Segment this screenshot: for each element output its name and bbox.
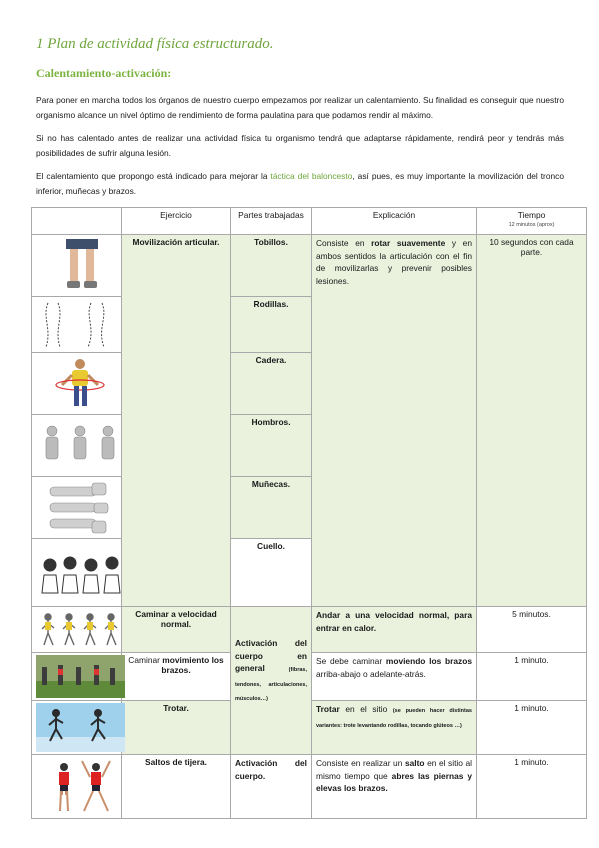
- walking-arms-image: [32, 653, 122, 701]
- trotar-expl-bold: Trotar: [316, 704, 340, 714]
- header-image: [32, 208, 122, 235]
- paragraph-intro: Para poner en marcha todos los órganos de nuestro cuerpo empezamos por realizar un calentamiento. Su finalidad es conseguir que nuestro organismo alcance un nivel óptimo de rendimiento de forma paulatina para que podamos rendir al máximo.: [36, 95, 564, 120]
- proposal-text-end: , así pues, es muy importante la movilización del tronco inferior, muñecas y brazos.: [36, 171, 564, 196]
- movilizacion-expl-end: y en ambos sentidos la articulación con el fin de movilizarlas y prevenir posibles lesiones.: [316, 238, 472, 286]
- parte-cadera: Cadera.: [231, 353, 312, 415]
- parte-cuello: Cuello.: [231, 539, 312, 607]
- table-row: [32, 235, 587, 297]
- proposal-highlight: táctica del baloncesto: [270, 171, 353, 181]
- caminar-brazos-explicacion: [312, 653, 477, 701]
- caminar-brazos-tiempo: 1 minuto.: [477, 653, 587, 701]
- saltos-ejercicio: Saltos de tijera.: [122, 755, 231, 819]
- caminar-explicacion-text: Andar a una velocidad normal, para entrar en calor.: [316, 610, 472, 633]
- caminar-brazos-ejercicio: [122, 653, 231, 701]
- saltos-tiempo: 1 minuto.: [477, 755, 587, 819]
- header-partes: Partes trabajadas: [231, 208, 312, 235]
- neck-illustration: [36, 541, 125, 604]
- saltos-expl-start: Consiste en realizar un: [316, 758, 405, 768]
- ankles-illustration: [36, 237, 125, 294]
- proposal-text-start: El calentamiento que propongo está indicado para mejorar la: [36, 171, 271, 181]
- caminar-ejercicio: Caminar a velocidad normal.: [122, 607, 231, 653]
- saltos-partes: Activación del cuerpo.: [231, 755, 312, 819]
- walking-image: [32, 607, 122, 653]
- saltos-explicacion: [312, 755, 477, 819]
- trotar-expl-mid: en el sitio: [339, 704, 393, 714]
- saltos-expl-bold1: salto: [404, 758, 425, 768]
- paragraph-warning: Si no has calentado antes de realizar una actividad física tu organismo tendrá que adaptarse rápidamente, rendirá peor y tendrás más posibilidades de sufrir alguna lesión.: [36, 133, 564, 158]
- caminar-explicacion: [312, 607, 477, 653]
- jumping-jacks-illustration: [36, 757, 125, 816]
- hips-image: [32, 353, 122, 415]
- caminar-brazos-ej-start: Caminar: [128, 655, 163, 665]
- shoulders-image: [32, 415, 122, 477]
- shoulders-illustration: [36, 417, 125, 474]
- saltos-expl-mid: en el sitio al mismo tiempo que: [316, 758, 472, 781]
- warmup-table: [31, 207, 587, 819]
- hips-illustration: [36, 355, 125, 412]
- paragraph-proposal: [36, 169, 564, 199]
- walking-illustration: [36, 609, 125, 650]
- movilizacion-ejercicio: Movilización articular.: [122, 235, 231, 607]
- knees-illustration: [36, 299, 125, 350]
- activacion-general-small: (fibras, tendones, articulaciones, músculos…): [235, 667, 307, 702]
- table-header-row: [32, 208, 587, 235]
- caminar-brazos-expl-bold: moviendo los brazos: [385, 656, 472, 666]
- header-ejercicio: Ejercicio: [122, 208, 231, 235]
- trotar-explicacion: [312, 701, 477, 755]
- header-explicacion: Explicación: [312, 208, 477, 235]
- trotar-expl-small: (se pueden hacer distintas variantes: trote levantando rodillas, tocando glúteos …): [316, 708, 472, 729]
- parte-munecas: Muñecas.: [231, 477, 312, 539]
- header-tiempo-note: 12 minutos (aprox): [508, 222, 555, 228]
- header-tiempo: [477, 208, 587, 235]
- movilizacion-expl-start: Consiste en: [316, 238, 372, 248]
- jogging-illustration: [36, 703, 125, 752]
- activacion-general-bold: Activación del cuerpo en general: [235, 638, 307, 673]
- neck-image: [32, 539, 122, 607]
- jumping-jacks-image: [32, 755, 122, 819]
- header-tiempo-label: Tiempo: [517, 210, 546, 220]
- trotar-tiempo: 1 minuto.: [477, 701, 587, 755]
- parte-hombros: Hombros.: [231, 415, 312, 477]
- movilizacion-tiempo: 10 segundos con cada parte.: [477, 235, 587, 607]
- movilizacion-explicacion: [312, 235, 477, 607]
- caminar-brazos-ej-bold: movimiento los brazos.: [161, 655, 224, 675]
- trotar-ejercicio: Trotar.: [122, 701, 231, 755]
- knees-image: [32, 297, 122, 353]
- ankles-image: [32, 235, 122, 297]
- wrists-illustration: [36, 479, 125, 536]
- parte-rodillas: Rodillas.: [231, 297, 312, 353]
- table-row: [32, 607, 587, 653]
- activacion-general-partes: [231, 607, 312, 755]
- parte-tobillos: Tobillos.: [231, 235, 312, 297]
- saltos-expl-bold2: abres las piernas y elevas los brazos.: [316, 770, 473, 793]
- walking-arms-illustration: [36, 655, 125, 698]
- jogging-image: [32, 701, 122, 755]
- caminar-brazos-expl-start: Se debe caminar: [316, 656, 386, 666]
- document-title: 1 Plan de actividad física estructurado.: [36, 36, 274, 52]
- section-heading: Calentamiento-activación:: [36, 66, 172, 80]
- movilizacion-expl-bold: rotar suavemente: [371, 238, 446, 248]
- wrists-image: [32, 477, 122, 539]
- caminar-tiempo: 5 minutos.: [477, 607, 587, 653]
- table-row: [32, 755, 587, 819]
- caminar-brazos-expl-end: arriba-abajo o adelante-atrás.: [316, 668, 426, 679]
